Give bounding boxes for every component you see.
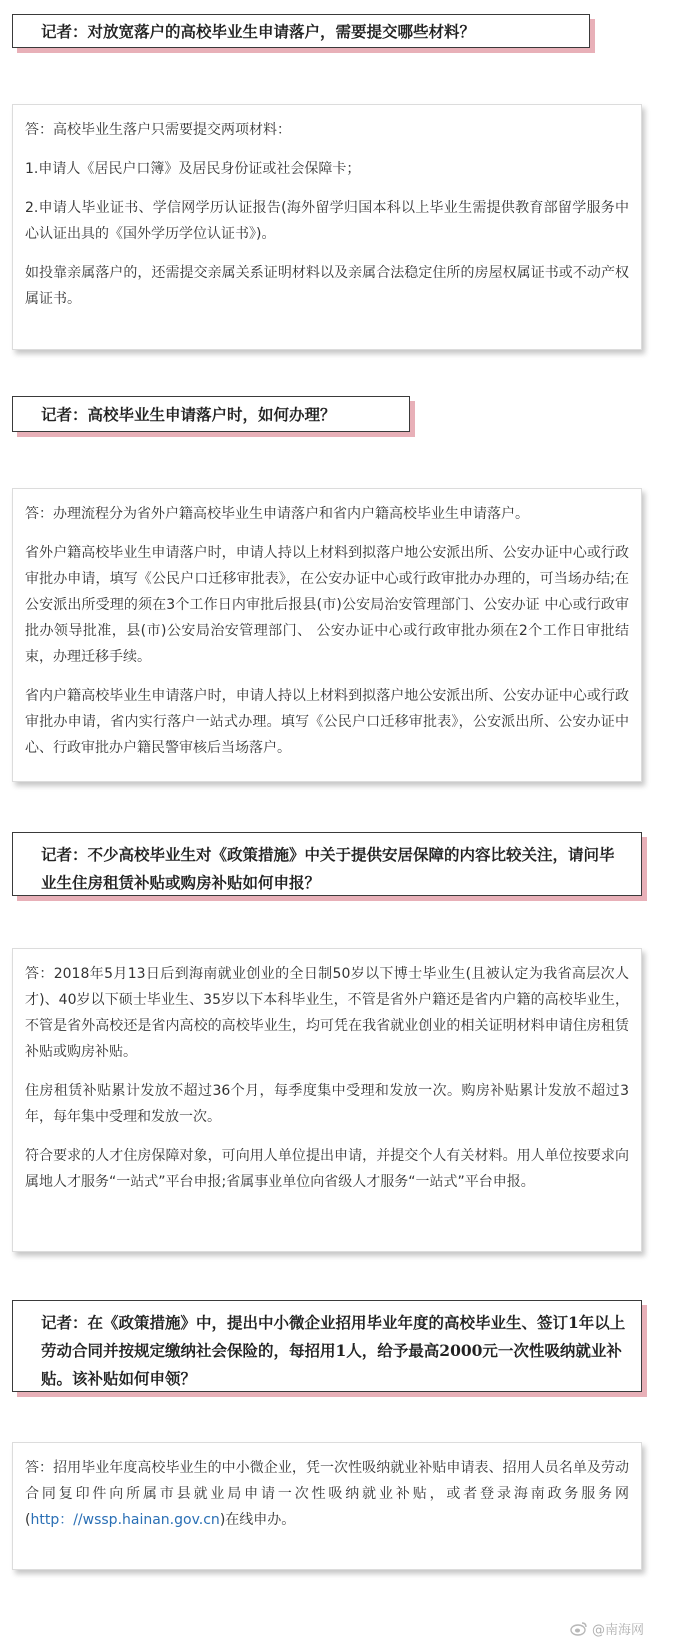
answer-box-1 xyxy=(12,104,642,350)
question-text-2: 记者：高校毕业生申请落户时，如何办理？ xyxy=(41,405,336,424)
watermark-text: @南海网 xyxy=(591,1623,644,1638)
answer-paragraph xyxy=(25,1455,629,1533)
answer-box-4 xyxy=(12,1442,642,1570)
answer-paragraph: 答：高校毕业生落户只需要提交两项材料： xyxy=(25,122,291,138)
question-text-4: 记者：在《政策措施》中，提出中小微企业招用毕业年度的高校毕业生、签订1年以上劳动合同并按规定缴纳社会保险的，每招用1人，给予最高2000元一次性吸纳就业补贴。该补贴如何申领？ xyxy=(41,1313,626,1388)
question-box-3 xyxy=(12,832,642,896)
answer-paragraph: 2.申请人毕业证书、学信网学历认证报告(海外留学归国本科以上毕业生需提供教育部留学服务中心认证出具的《国外学历学位认证书》)。 xyxy=(25,200,629,242)
website-link[interactable]: http：//wssp.hainan.gov.cn xyxy=(30,1512,220,1528)
weibo-icon xyxy=(570,1621,588,1636)
answer-text: 答：招用毕业年度高校毕业生的中小微企业，凭一次性吸纳就业补贴申请表、招用人员名单及劳动合同复印件向所属市县就业局申请一次性吸纳就业补贴，或者登录海南政务服务网( xyxy=(25,1460,629,1528)
question-box-4 xyxy=(12,1300,642,1392)
answer-box-2 xyxy=(12,488,642,782)
answer-paragraph: 省内户籍高校毕业生申请落户时，申请人持以上材料到拟落户地公安派出所、公安办证中心或行政审批办申请，省内实行落户一站式办理。填写《公民户口迁移审批表》，公安派出所、公安办证中心、行政审批办户籍民警审核后当场落户。 xyxy=(25,688,629,756)
question-box-1 xyxy=(12,14,590,48)
answer-text: )在线申办。 xyxy=(219,1512,296,1528)
answer-paragraph: 1.申请人《居民户口簿》及居民身份证或社会保障卡； xyxy=(25,161,361,177)
question-text-3: 记者：不少高校毕业生对《政策措施》中关于提供安居保障的内容比较关注，请问毕业生住房租赁补贴或购房补贴如何申报？ xyxy=(41,845,615,892)
answer-paragraph: 如投靠亲属落户的，还需提交亲属关系证明材料以及亲属合法稳定住所的房屋权属证书或不动产权属证书。 xyxy=(25,265,629,307)
answer-paragraph: 答：2018年5月13日后到海南就业创业的全日制50岁以下博士毕业生(且被认定为我省高层次人才)、40岁以下硕士毕业生、35岁以下本科毕业生，不管是省外户籍还是省内户籍的高校毕业生，不管是省外高校还是省内高校的高校毕业生，均可凭在我省就业创业的相关证明材料申请住房租赁补贴或购房补贴。 xyxy=(25,966,629,1060)
answer-paragraph: 答：办理流程分为省外户籍高校毕业生申请落户和省内户籍高校毕业生申请落户。 xyxy=(25,506,529,522)
question-text-1: 记者：对放宽落户的高校毕业生申请落户，需要提交哪些材料？ xyxy=(41,22,476,41)
answer-paragraph: 符合要求的人才住房保障对象，可向用人单位提出申请，并提交个人有关材料。用人单位按要求向属地人才服务“一站式”平台申报;省属事业单位向省级人才服务“一站式”平台申报。 xyxy=(25,1148,629,1190)
answer-paragraph: 省外户籍高校毕业生申请落户时，申请人持以上材料到拟落户地公安派出所、公安办证中心或行政审批办申请，填写《公民户口迁移审批表》，在公安办证中心或行政审批办办理的，可当场办结;在公安派出所受理的须在3个工作日内审批后报县(市)公安局治安管理部门、公安办证 中心或行政审批办领导批准，县(市)公安局治安管理部门、 公安办证中心或行政审批办须在2个工作日审批结束，办理迁移手续。 xyxy=(25,545,629,665)
watermark xyxy=(570,1619,644,1638)
answer-paragraph: 住房租赁补贴累计发放不超过36个月，每季度集中受理和发放一次。购房补贴累计发放不超过3年，每年集中受理和发放一次。 xyxy=(25,1083,629,1125)
question-box-2 xyxy=(12,396,410,432)
answer-box-3 xyxy=(12,948,642,1252)
